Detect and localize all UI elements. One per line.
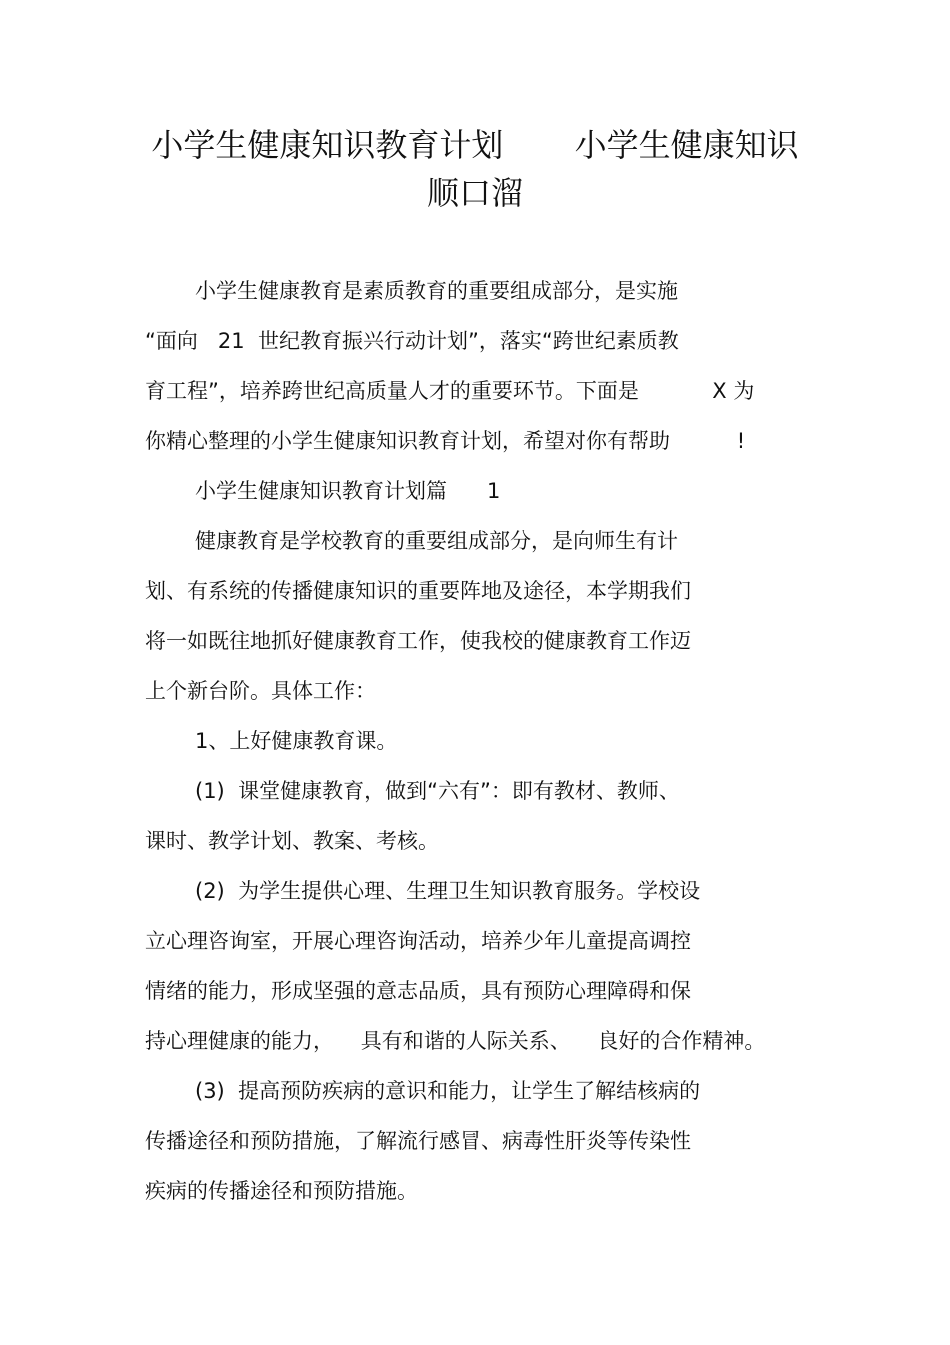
document-title-line-1: 小学生健康知识教育计划 小学生健康知识: [151, 126, 799, 164]
paragraph-line: “面向 21 世纪教育振兴行动计划”，落实“跨世纪素质教: [145, 329, 679, 353]
paragraph-line: 上个新台阶。具体工作：: [145, 679, 376, 703]
paragraph-line: 划、有系统的传播健康知识的重要阵地及途径，本学期我们: [145, 579, 691, 603]
paragraph-line: 立心理咨询室，开展心理咨询活动，培养少年儿童提高调控: [145, 929, 691, 953]
paragraph-line: 将一如既往地抓好健康教育工作，使我校的健康教育工作迈: [145, 629, 691, 653]
paragraph-line: 持心理健康的能力， 具有和谐的人际关系、 良好的合作精神。: [145, 1029, 766, 1053]
list-item-heading: 1、上好健康教育课。: [195, 729, 398, 753]
paragraph-line: (2) 为学生提供心理、生理卫生知识教育服务。学校设: [195, 879, 701, 903]
paragraph-line: 育工程”，培养跨世纪高质量人才的重要环节。下面是 X 为: [145, 379, 755, 403]
paragraph-line: (3) 提高预防疾病的意识和能力，让学生了解结核病的: [195, 1079, 701, 1103]
paragraph-line: 课时、教学计划、教案、考核。: [145, 829, 439, 853]
paragraph-line: (1) 课堂健康教育，做到“六有”：即有教材、教师、: [195, 779, 680, 803]
paragraph-line: 你精心整理的小学生健康知识教育计划，希望对你有帮助 !: [145, 429, 746, 453]
section-heading: 小学生健康知识教育计划篇 1: [195, 479, 501, 503]
document-title-line-2: 顺口溜: [426, 174, 523, 212]
paragraph-line: 小学生健康教育是素质教育的重要组成部分，是实施: [195, 279, 678, 303]
paragraph-line: 健康教育是学校教育的重要组成部分，是向师生有计: [195, 529, 678, 553]
paragraph-line: 疾病的传播途径和预防措施。: [145, 1179, 418, 1203]
paragraph-line: 情绪的能力，形成坚强的意志品质，具有预防心理障碍和保: [145, 979, 691, 1003]
paragraph-line: 传播途径和预防措施，了解流行感冒、病毒性肝炎等传染性: [145, 1129, 691, 1153]
